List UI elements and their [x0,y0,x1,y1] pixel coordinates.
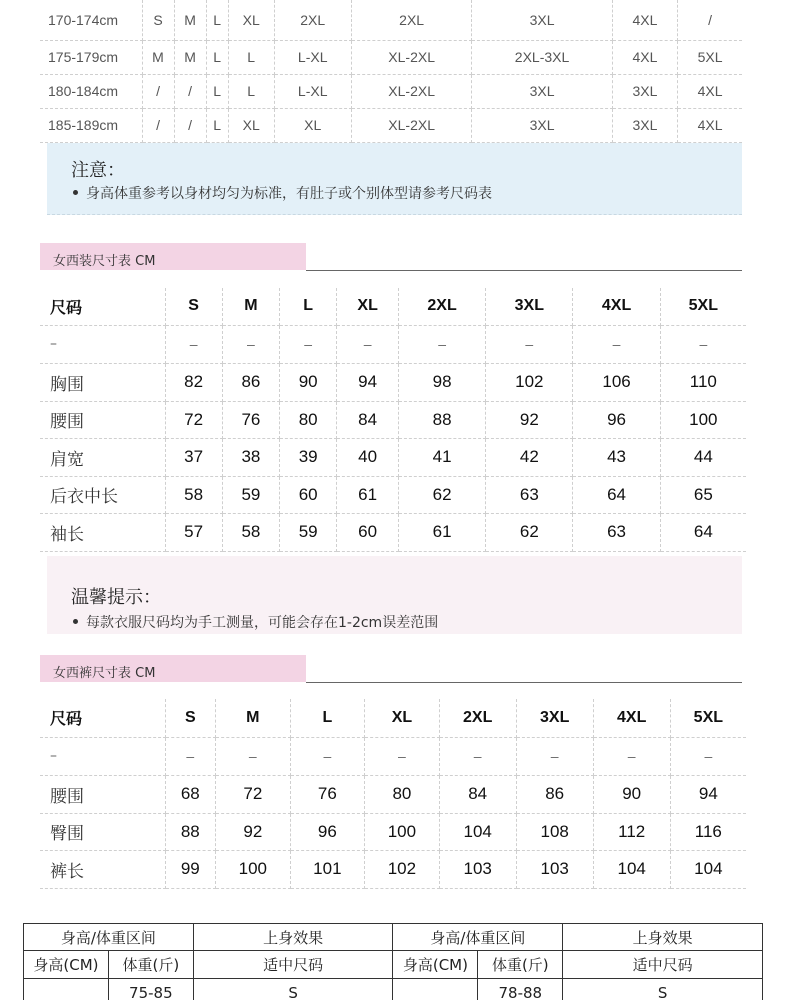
row-label: – [40,737,165,775]
table-cell: 3XL [472,108,612,142]
table-cell: 57 [165,513,222,551]
table-cell: / [142,74,174,108]
section-title: 女西装尺寸表 CM [40,243,306,270]
table-cell: – [290,737,365,775]
table-cell: 100 [365,813,440,850]
placeholder-row [40,737,746,775]
suit-size-table [40,288,746,552]
table-cell: 84 [439,775,516,813]
table-cell: M [174,40,206,74]
table-cell: 3XL [472,74,612,108]
table-cell: 72 [216,775,291,813]
table-cell: 104 [670,850,746,888]
table-cell: 76 [222,401,279,438]
table-cell: XL [274,108,351,142]
table-row [40,438,746,476]
table-cell: 100 [660,401,746,438]
weight-value: 78-88 [478,979,563,1000]
fit-label: 适中尺码 [563,951,763,979]
row-label: 腰围 [40,401,165,438]
size-value: S [563,979,763,1000]
tip-text: 每款衣服尺码均为手工测量，可能会存在1-2cm误差范围 [73,612,438,632]
table-cell: 42 [486,438,573,476]
table-cell: 90 [593,775,670,813]
fit-label: 适中尺码 [193,951,393,979]
table-cell: 94 [337,363,399,401]
table-cell: – [337,325,399,363]
table-cell: S [142,0,174,40]
table-cell: 4XL [678,108,742,142]
table-cell: 62 [486,513,573,551]
table-cell: XL-2XL [351,40,472,74]
table-cell: M [216,699,291,737]
table-cell: 101 [290,850,365,888]
weight-label: 体重(斤) [478,951,563,979]
table-cell: 64 [573,476,660,513]
table-cell: 2XL [351,0,472,40]
table-cell: / [142,108,174,142]
table-cell: – [439,737,516,775]
table-cell: – [165,325,222,363]
row-label: 185-189cm [40,108,142,142]
header-row [40,699,746,737]
table-cell: / [678,0,742,40]
table-cell: 38 [222,438,279,476]
notice-text: 身高体重参考以身材均匀为标准，有肚子或个别体型请参考尺码表 [73,183,492,203]
table-cell: 3XL [612,74,678,108]
effect-header: 上身效果 [193,924,393,951]
section-title: 女西裤尺寸表 CM [40,655,306,682]
table-cell: – [398,325,485,363]
table-cell: 102 [486,363,573,401]
table-cell: 76 [290,775,365,813]
table-cell: L-XL [274,40,351,74]
table-cell: 61 [398,513,485,551]
table-cell: 58 [222,513,279,551]
table-cell: 4XL [612,0,678,40]
table-cell: M [174,0,206,40]
table-cell: 63 [573,513,660,551]
header-row [40,288,746,325]
table-cell: – [365,737,440,775]
row-label: 尺码 [40,699,165,737]
range-header: 身高/体重区间 [393,924,563,951]
table-cell: L [228,74,274,108]
table-cell: M [222,288,279,325]
table-row [40,476,746,513]
row-label: 肩宽 [40,438,165,476]
divider [306,682,742,683]
table-cell: – [660,325,746,363]
effect-header: 上身效果 [563,924,763,951]
table-cell: – [222,325,279,363]
row-label: – [40,325,165,363]
table-cell: 103 [516,850,593,888]
table-cell: M [142,40,174,74]
table-cell: 44 [660,438,746,476]
tip-box [47,556,742,634]
table-cell: 4XL [678,74,742,108]
row-label: 170-174cm [40,0,142,40]
table-cell: 60 [280,476,337,513]
table-cell: – [216,737,291,775]
row-label: 180-184cm [40,74,142,108]
table-cell: 4XL [593,699,670,737]
table-cell: 106 [573,363,660,401]
table-cell: S [165,699,216,737]
table-cell: XL [228,108,274,142]
table-cell: 108 [516,813,593,850]
table-cell: 84 [337,401,399,438]
table-cell: 103 [439,850,516,888]
weight-value: 75-85 [108,979,193,1000]
table-cell: 80 [280,401,337,438]
weight-label: 体重(斤) [108,951,193,979]
table-cell: 58 [165,476,222,513]
pants-section-header [40,655,742,683]
table-cell: XL [365,699,440,737]
table-cell: 62 [398,476,485,513]
table-cell: – [165,737,216,775]
suit-section-header [40,243,742,271]
placeholder-row [40,325,746,363]
table-cell: XL [337,288,399,325]
table-cell: 96 [290,813,365,850]
pants-size-table [40,699,746,889]
table-cell: L [280,288,337,325]
table-row [40,401,746,438]
table-cell: 64 [660,513,746,551]
table-cell: 96 [573,401,660,438]
table-cell: L [228,40,274,74]
table-row [40,850,746,888]
table-cell: 86 [222,363,279,401]
table-cell: 59 [222,476,279,513]
height-size-table [40,0,742,143]
row-label: 胸围 [40,363,165,401]
table-cell: / [174,74,206,108]
bullet-icon [73,619,78,624]
table-cell: 110 [660,363,746,401]
table-cell: 3XL [516,699,593,737]
table-cell: L [206,108,228,142]
table-cell: L [206,40,228,74]
table-cell: 2XL [274,0,351,40]
table-cell: 104 [593,850,670,888]
table-cell: L [290,699,365,737]
table-row [40,775,746,813]
table-cell: 94 [670,775,746,813]
table-cell: 100 [216,850,291,888]
table-cell: 86 [516,775,593,813]
tip-title: 温馨提示： [71,587,161,608]
table-cell: 88 [165,813,216,850]
height-label: 身高(CM) [393,951,478,979]
table-cell: – [573,325,660,363]
row-label: 臀围 [40,813,165,850]
table-cell: 99 [165,850,216,888]
table-cell: 68 [165,775,216,813]
table-row [40,513,746,551]
table-cell: 3XL [612,108,678,142]
range-header: 身高/体重区间 [24,924,194,951]
table-cell: L [206,0,228,40]
row-label: 175-179cm [40,40,142,74]
table-cell: 82 [165,363,222,401]
row-label: 裤长 [40,850,165,888]
notice-box [47,143,742,215]
table-cell: L-XL [274,74,351,108]
height-value [393,979,478,1000]
table-cell: 5XL [670,699,746,737]
table-cell: 116 [670,813,746,850]
table-cell: 40 [337,438,399,476]
table-cell: XL-2XL [351,74,472,108]
table-cell: XL-2XL [351,108,472,142]
divider [306,270,742,271]
table-cell: – [516,737,593,775]
table-cell: 102 [365,850,440,888]
table-cell: 98 [398,363,485,401]
table-cell: 41 [398,438,485,476]
table-cell: – [486,325,573,363]
table-cell: 104 [439,813,516,850]
table-cell: 5XL [678,40,742,74]
table-cell: 3XL [486,288,573,325]
table-cell: – [593,737,670,775]
table-cell: 65 [660,476,746,513]
height-label: 身高(CM) [24,951,109,979]
table-cell: 72 [165,401,222,438]
row-label: 袖长 [40,513,165,551]
table-cell: 60 [337,513,399,551]
table-row [40,363,746,401]
table-cell: 92 [216,813,291,850]
table-cell: 3XL [472,0,612,40]
table-cell: 2XL [439,699,516,737]
table-cell: S [165,288,222,325]
table-cell: 2XL-3XL [472,40,612,74]
table-cell: 59 [280,513,337,551]
height-value [24,979,109,1000]
table-cell: – [670,737,746,775]
table-row [40,40,742,74]
table-cell: 43 [573,438,660,476]
size-value: S [193,979,393,1000]
table-cell: 4XL [573,288,660,325]
table-cell: 37 [165,438,222,476]
table-cell: 80 [365,775,440,813]
row-label: 腰围 [40,775,165,813]
table-cell: 4XL [612,40,678,74]
table-row [40,108,742,142]
table-row [40,813,746,850]
table-cell: 5XL [660,288,746,325]
table-cell: 63 [486,476,573,513]
table-cell: – [280,325,337,363]
row-label: 后衣中长 [40,476,165,513]
table-row [40,74,742,108]
table-row [40,0,742,40]
bullet-icon [73,190,78,195]
table-cell: XL [228,0,274,40]
table-cell: 92 [486,401,573,438]
notice-title: 注意： [71,160,125,181]
table-cell: 2XL [398,288,485,325]
table-cell: 112 [593,813,670,850]
table-cell: 39 [280,438,337,476]
row-label: 尺码 [40,288,165,325]
table-cell: 90 [280,363,337,401]
table-cell: 61 [337,476,399,513]
table-cell: 88 [398,401,485,438]
table-cell: / [174,108,206,142]
table-cell: L [206,74,228,108]
height-weight-table [23,923,763,1000]
